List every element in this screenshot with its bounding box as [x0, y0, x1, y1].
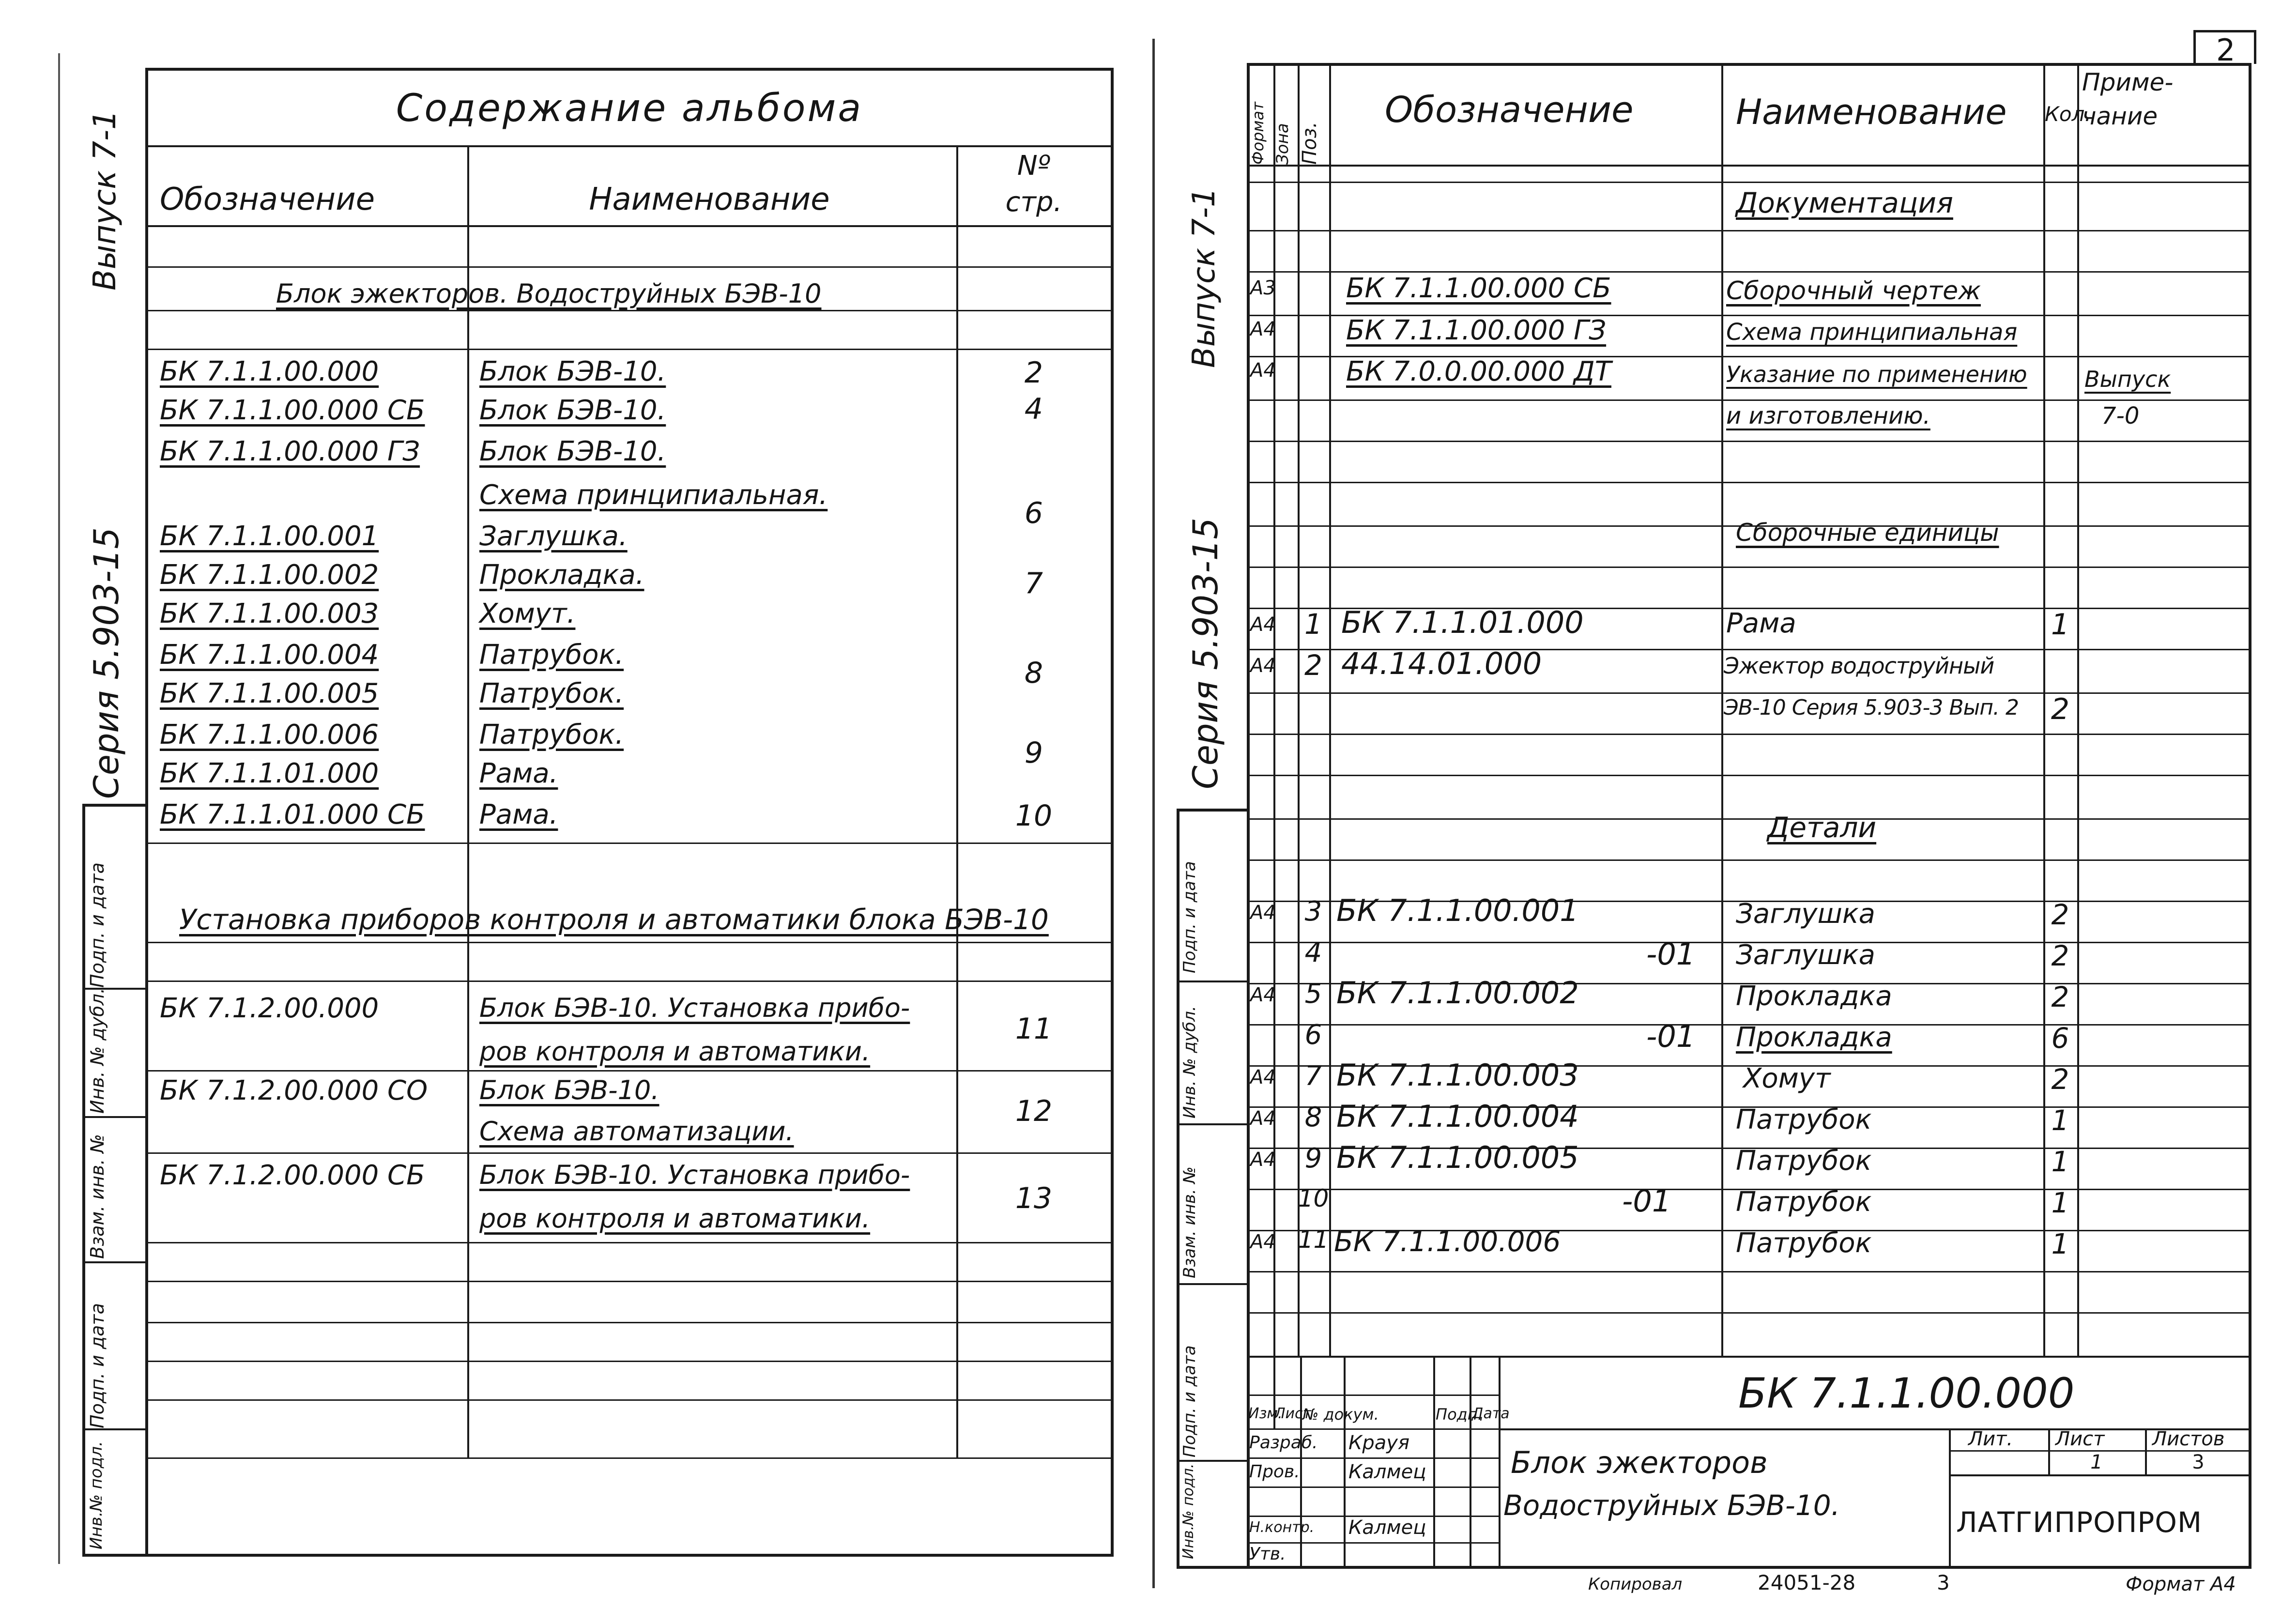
row1-6-des: БК 7.1.1.00.002 [160, 559, 379, 591]
col-page-abbr: стр. [1005, 186, 1062, 218]
part7-qty: 1 [2051, 1145, 2069, 1178]
row2-1-name1: Блок БЭВ-10. Установка прибо- [479, 993, 910, 1023]
row1-6-name: Прокладка. [479, 559, 644, 591]
part4-qty: 6 [2051, 1022, 2069, 1055]
copied-label: Копировал [1588, 1575, 1683, 1594]
section-instrument-installation: Установка приборов контроля и автоматики блока БЭВ-10 [179, 903, 1049, 936]
doc3-name: Указание по применению [1726, 361, 2027, 387]
left-side-stamp-5: Подп. и дата [87, 862, 108, 988]
part3-fmt: А4 [1250, 984, 1276, 1006]
doc4-name: и изготовлению. [1726, 402, 1930, 429]
unit1-des: БК 7.1.1.01.000 [1341, 605, 1584, 640]
row1-5-des: БК 7.1.1.00.001 [160, 521, 379, 552]
unit3-qty: 2 [2051, 692, 2070, 726]
col-name: Наименование [589, 182, 830, 217]
part5-fmt: А4 [1250, 1066, 1276, 1088]
stamp-head-date: Дата [1472, 1405, 1510, 1422]
part2-qty: 2 [2051, 939, 2069, 972]
col-note-2: чание [2082, 102, 2158, 130]
part1-name: Заглушка [1736, 898, 1875, 930]
right-side-series: Серия 5.903-15 [1186, 518, 1225, 789]
part8-name: Патрубок [1736, 1186, 1872, 1218]
unit2-pos: 2 [1304, 649, 1322, 682]
stamp-role-approve: Утв. [1249, 1544, 1286, 1564]
row2-2-name2: Схема автоматизации. [479, 1116, 794, 1147]
col-designation-r: Обозначение [1385, 89, 1634, 131]
unit1-name: Рама [1726, 608, 1796, 639]
stamp-role-check: Пров. [1249, 1462, 1300, 1482]
right-side-stamp-3: Взам. инв. № [1180, 1166, 1199, 1278]
left-side-stamp-2: Подп. и дата [87, 1303, 108, 1428]
unit2-name: Эжектор водоструйный [1724, 653, 1994, 679]
row2-2-page: 12 [1015, 1094, 1053, 1128]
stamp-sheets-val: 3 [2192, 1451, 2205, 1473]
col-note-1: Приме- [2082, 68, 2174, 96]
left-side-issue: Выпуск 7-1 [87, 110, 123, 291]
part4-suffix: -01 [1646, 1019, 1696, 1054]
section-units: Сборочные единицы [1736, 519, 1999, 547]
right-side-stamp-1: Инв.№ подл. [1180, 1463, 1197, 1559]
row1-8-page: 8 [1024, 656, 1043, 690]
stamp-role-nctrl: Н.контр. [1249, 1519, 1315, 1536]
doc2-des: БК 7.1.1.00.000 ГЗ [1346, 315, 1607, 346]
row2-2-des: БК 7.1.2.00.000 СО [160, 1075, 428, 1106]
stamp-role-dev: Разраб. [1249, 1433, 1318, 1453]
col-pos: Поз. [1299, 122, 1321, 165]
row1-4-page: 6 [1024, 496, 1043, 530]
part2-pos: 4 [1304, 937, 1322, 968]
row1-12-page: 10 [1015, 799, 1053, 833]
left-side-stamp-3: Взам. инв. № [87, 1134, 108, 1259]
stamp-head-list: Лист [1274, 1405, 1312, 1422]
row1-12-name: Рама. [479, 799, 558, 830]
row1-1-page: 2 [1024, 356, 1043, 390]
left-side-series: Серия 5.903-15 [87, 527, 126, 799]
doc3-fmt: А4 [1250, 359, 1276, 382]
row1-6-page: 7 [1024, 567, 1043, 600]
part6-name: Патрубок [1736, 1104, 1872, 1135]
row1-10-des: БК 7.1.1.00.006 [160, 719, 379, 751]
stamp-lit: Лит. [1968, 1428, 2013, 1450]
stamp-title-2: Водоструйных БЭВ-10. [1503, 1489, 1840, 1522]
right-sheet [1162, 44, 2256, 1593]
row1-12-des: БК 7.1.1.01.000 СБ [160, 799, 425, 830]
col-page-no: Nº [1017, 150, 1051, 182]
row1-4-name: Схема принципиальная. [479, 479, 828, 511]
row2-1-name2: ров контроля и автоматики. [479, 1036, 871, 1067]
row1-8-des: БК 7.1.1.00.004 [160, 639, 379, 671]
row2-3-page: 13 [1015, 1181, 1053, 1215]
row1-3-name: Блок БЭВ-10. [479, 436, 666, 467]
part6-fmt: А4 [1250, 1107, 1276, 1130]
row2-3-name1: Блок БЭВ-10. Установка прибо- [479, 1160, 910, 1190]
stamp-sheet: Лист [2055, 1428, 2105, 1450]
row1-2-des: БК 7.1.1.00.000 СБ [160, 395, 425, 426]
part5-des: БК 7.1.1.00.003 [1336, 1057, 1579, 1093]
doc1-fmt: А3 [1250, 277, 1276, 299]
part1-des: БК 7.1.1.00.001 [1336, 893, 1579, 928]
part8-qty: 1 [2051, 1186, 2069, 1219]
col-qty-label: Кол. [2045, 102, 2091, 126]
right-side-stamp-4: Инв. № дубл. [1180, 1006, 1199, 1118]
row1-8-name: Патрубок. [479, 639, 624, 671]
right-side-issue: Выпуск 7-1 [1186, 187, 1222, 368]
part7-fmt: А4 [1250, 1149, 1276, 1171]
part7-name: Патрубок [1736, 1145, 1872, 1177]
unit3-name: ЭВ-10 Серия 5.903-3 Вып. 2 [1724, 695, 2019, 720]
row1-10-page: 9 [1024, 736, 1043, 770]
doc2-name: Схема принципиальная [1726, 319, 2018, 346]
section-ejector-block: Блок эжекторов. Водоструйных БЭВ-10 [276, 278, 822, 309]
doc1-name: Сборочный чертеж [1726, 276, 1981, 306]
part8-suffix: -01 [1622, 1183, 1671, 1219]
part3-qty: 2 [2051, 981, 2069, 1013]
stamp-person-dev: Крауя [1348, 1432, 1410, 1454]
row1-2-name: Блок БЭВ-10. [479, 395, 666, 426]
part4-name: Прокладка [1736, 1022, 1892, 1053]
doc3-note: Выпуск [2084, 366, 2171, 392]
stamp-head-sign: Подп. [1436, 1405, 1483, 1424]
left-side-stamp-4: Инв. № дубл. [87, 988, 108, 1114]
col-format: Формат [1249, 102, 1267, 165]
row1-9-name: Патрубок. [479, 678, 624, 709]
stamp-org: ЛАТГИПРОПРОМ [1956, 1506, 2203, 1539]
stamp-head-izm: Изм. [1248, 1405, 1283, 1422]
row1-1-des: БК 7.1.1.00.000 [160, 356, 379, 387]
section-docs: Документация [1736, 186, 1953, 219]
col-designation: Обозначение [160, 182, 375, 217]
stamp-head-doc: № докум. [1302, 1405, 1379, 1424]
album-contents-title: Содержание альбома [396, 87, 863, 130]
part3-des: БК 7.1.1.00.002 [1336, 975, 1579, 1011]
part8-pos: 10 [1298, 1184, 1329, 1212]
part3-name: Прокладка [1736, 981, 1892, 1012]
unit1-fmt: А4 [1250, 613, 1276, 636]
doc2-fmt: А4 [1250, 318, 1276, 340]
part9-pos: 11 [1298, 1226, 1329, 1254]
right-side-stamp-2: Подп. и дата [1180, 1345, 1199, 1457]
doc1-des: БК 7.1.1.00.000 СБ [1346, 273, 1611, 304]
left-side-stamp-1: Инв.№ подл. [87, 1441, 106, 1549]
part9-des: БК 7.1.1.00.006 [1334, 1225, 1561, 1258]
row2-2-name1: Блок БЭВ-10. [479, 1075, 659, 1105]
archive-number: 24051-28 [1758, 1571, 1856, 1594]
part6-qty: 1 [2051, 1104, 2069, 1137]
archive-page: 3 [1937, 1571, 1950, 1594]
row1-5-name: Заглушка. [479, 521, 628, 552]
part5-qty: 2 [2051, 1063, 2069, 1096]
part6-pos: 8 [1304, 1102, 1322, 1133]
row2-1-des: БК 7.1.2.00.000 [160, 993, 379, 1024]
row1-7-name: Хомут. [479, 598, 576, 629]
part7-des: БК 7.1.1.00.005 [1336, 1140, 1579, 1175]
part2-suffix: -01 [1646, 936, 1696, 972]
row1-7-des: БК 7.1.1.00.003 [160, 598, 379, 629]
row2-3-name2: ров контроля и автоматики. [479, 1203, 871, 1234]
part9-fmt: А4 [1250, 1231, 1276, 1253]
row2-1-page: 11 [1015, 1012, 1053, 1046]
part3-pos: 5 [1304, 978, 1322, 1010]
col-name-r: Наименование [1736, 92, 2007, 132]
part4-pos: 6 [1304, 1019, 1322, 1051]
row1-3-des: БК 7.1.1.00.000 ГЗ [160, 436, 420, 467]
row1-1-name: Блок БЭВ-10. [479, 356, 666, 387]
part9-name: Патрубок [1736, 1227, 1872, 1259]
part5-name: Хомут [1743, 1063, 1831, 1094]
unit1-qty: 1 [2051, 608, 2070, 642]
stamp-designation: БК 7.1.1.00.000 [1738, 1369, 2075, 1418]
section-parts: Детали [1767, 811, 1877, 844]
row2-3-des: БК 7.1.2.00.000 СБ [160, 1160, 425, 1191]
part1-qty: 2 [2051, 898, 2069, 931]
part1-pos: 3 [1304, 896, 1322, 927]
doc4-note: 7-0 [2101, 402, 2140, 429]
right-side-stamp-5: Подп. и дата [1180, 861, 1199, 973]
stamp-person-check: Калмец [1348, 1461, 1426, 1483]
row1-10-name: Патрубок. [479, 719, 624, 751]
part6-des: БК 7.1.1.00.004 [1336, 1099, 1579, 1134]
left-sheet [44, 44, 1143, 1559]
row1-2-page: 4 [1024, 392, 1043, 426]
part1-fmt: А4 [1250, 902, 1276, 924]
col-zone: Зона [1273, 123, 1292, 165]
row1-11-des: БК 7.1.1.01.000 [160, 758, 379, 789]
stamp-sheet-val: 1 [2090, 1451, 2103, 1473]
doc3-des: БК 7.0.0.00.000 ДТ [1346, 356, 1611, 387]
part2-name: Заглушка [1736, 939, 1875, 971]
unit2-fmt: А4 [1250, 655, 1276, 677]
stamp-person-nctrl: Калмец [1348, 1517, 1426, 1539]
unit2-des: 44.14.01.000 [1341, 646, 1542, 681]
stamp-sheets: Листов [2152, 1428, 2225, 1450]
unit1-pos: 1 [1304, 608, 1322, 641]
part5-pos: 7 [1304, 1060, 1322, 1092]
part7-pos: 9 [1304, 1143, 1322, 1174]
page-number: 2 [2216, 32, 2236, 68]
format-label: Формат А4 [2126, 1573, 2236, 1595]
stamp-title-1: Блок эжекторов [1511, 1445, 1768, 1480]
row1-9-des: БК 7.1.1.00.005 [160, 678, 379, 709]
row1-11-name: Рама. [479, 758, 558, 789]
part9-qty: 1 [2051, 1227, 2069, 1260]
